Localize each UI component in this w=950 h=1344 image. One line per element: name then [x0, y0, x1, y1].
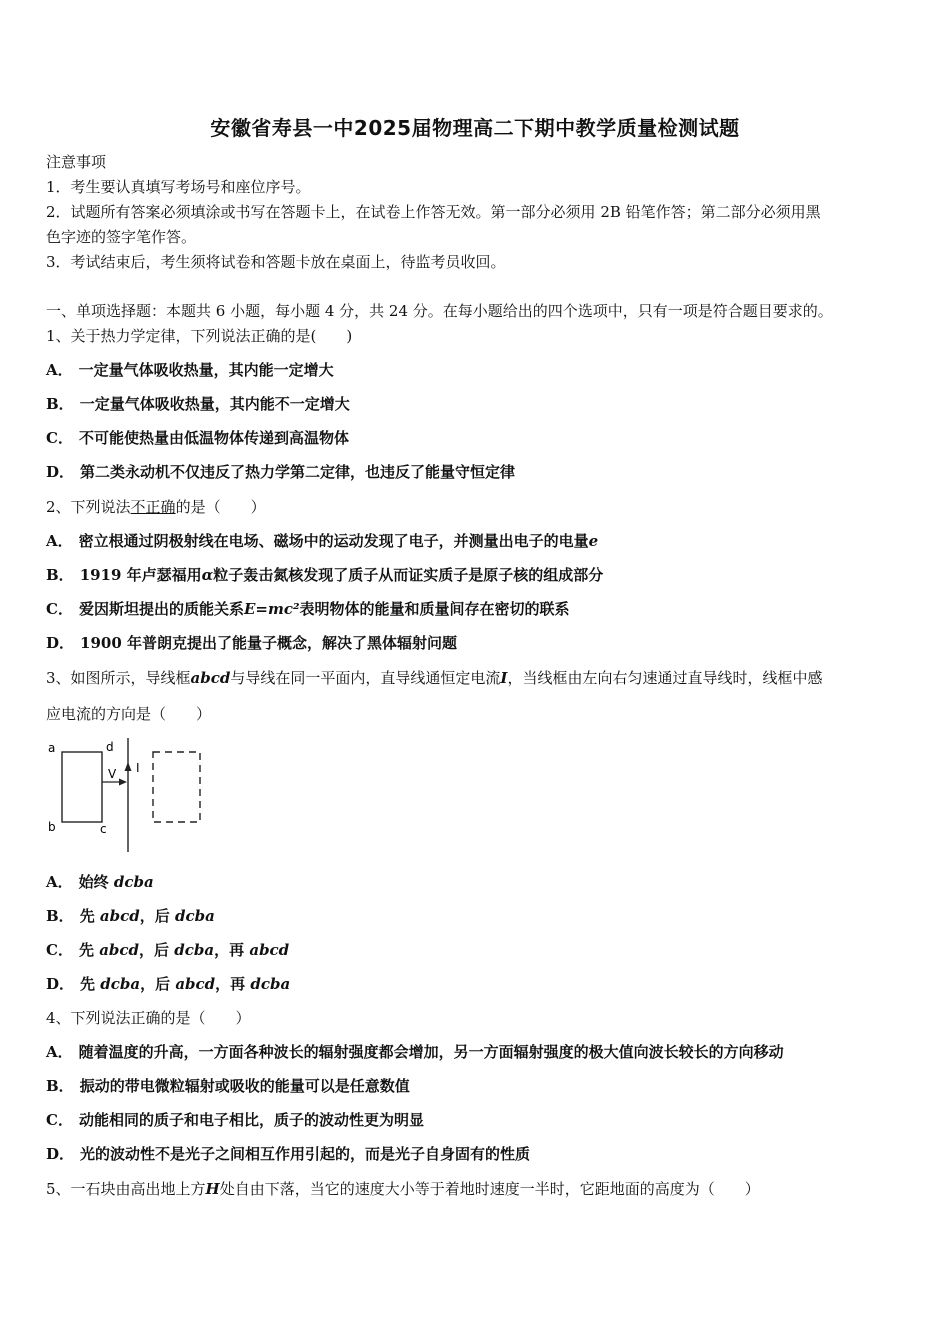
stem-text: 处自由下落，当它的速度大小等于着地时速度一半时，它距地面的高度为（ ）: [219, 1180, 760, 1198]
question-1-option-c: [46, 428, 349, 448]
variable-alpha: α: [201, 566, 214, 584]
corner-label-b: b: [48, 820, 56, 834]
option-text: 粒子轰击氮核发现了质子从而证实质子是原子核的组成部分: [213, 566, 604, 584]
option-text: ，再: [215, 975, 251, 993]
question-2-option-b: [46, 565, 603, 585]
option-text: 先: [80, 975, 101, 993]
option-label: A．: [46, 361, 73, 379]
question-2-option-d: [46, 633, 457, 653]
option-text: 动能相同的质子和电子相比，质子的波动性更为明显: [78, 1111, 424, 1129]
variable-h: H: [205, 1180, 220, 1198]
path-3: abcd: [249, 941, 290, 959]
option-label: A．: [46, 873, 73, 891]
option-label: A．: [46, 532, 73, 550]
option-label: C．: [46, 600, 73, 618]
question-1-option-b: [46, 394, 350, 414]
question-2-option-c: [46, 599, 570, 619]
option-text: 表明物体的能量和质量间存在密切的联系: [299, 600, 570, 618]
question-3-option-b: [46, 906, 215, 926]
option-text: 第二类永动机不仅违反了热力学第二定律，也违反了能量守恒定律: [80, 463, 516, 481]
section-header: 一、单项选择题：本题共 6 小题，每小题 4 分，共 24 分。在每小题给出的四个选项中，只有一项是符合题目要求的。: [46, 302, 833, 320]
option-label: C．: [46, 1111, 73, 1129]
option-text: 振动的带电微粒辐射或吸收的能量可以是任意数值: [79, 1077, 410, 1095]
option-text: 密立根通过阴极射线在电场、磁场中的运动发现了电子，并测量出电子的电量: [78, 532, 589, 550]
option-label: D．: [46, 975, 75, 993]
question-3-option-c: [46, 940, 289, 960]
stem-text: 3、如图所示，导线框: [46, 669, 191, 687]
option-text: 一定量气体吸收热量，其内能不一定增大: [79, 395, 350, 413]
solid-wire-frame: [62, 752, 102, 822]
option-text: 不可能使热量由低温物体传递到高温物体: [78, 429, 349, 447]
question-3-stem: [46, 668, 822, 688]
option-label: D．: [46, 1145, 75, 1163]
corner-label-a: a: [48, 741, 56, 755]
page-title: 安徽省寿县一中2025届物理高二下期中教学质量检测试题: [210, 116, 740, 140]
stem-text: 2、下列说法: [46, 498, 131, 516]
option-text: 一定量气体吸收热量，其内能一定增大: [78, 361, 334, 379]
notice-item-1: 1．考生要认真填写考场号和座位序号。: [46, 178, 311, 196]
question-4-option-b: [46, 1076, 410, 1096]
option-text: 先: [78, 941, 100, 959]
option-text: 始终: [78, 873, 114, 891]
option-label: B．: [46, 1077, 74, 1095]
option-label: D．: [46, 463, 75, 481]
path-2: abcd: [175, 975, 216, 993]
question-4-option-a: [46, 1042, 784, 1062]
stem-text: 的是（ ）: [175, 498, 266, 516]
option-label: C．: [46, 941, 73, 959]
current-arrow-icon: [125, 762, 132, 771]
notice-item-2: 2．试题所有答案必须填涂或书写在答题卡上，在试卷上作答无效。第一部分必须用 2B 铅笔作答；第二部分必须用黑: [46, 203, 821, 221]
stem-text: 5、一石块由高出地上方: [46, 1180, 206, 1198]
question-1-option-a: [46, 360, 334, 380]
path-1: abcd: [99, 907, 140, 925]
velocity-arrow-icon: [119, 779, 127, 786]
option-label: C．: [46, 429, 73, 447]
option-text: ，再: [214, 941, 250, 959]
velocity-label: V: [108, 767, 117, 781]
notice-heading: 注意事项: [46, 153, 107, 171]
current-i: I: [500, 669, 508, 687]
option-label: B．: [46, 395, 74, 413]
question-3-stem-cont: 应电流的方向是（ ）: [46, 705, 212, 723]
option-text: 光的波动性不是光子之间相互作用引起的，而是光子自身固有的性质: [80, 1145, 531, 1163]
stem-underlined: 不正确: [130, 498, 176, 516]
path-1: abcd: [99, 941, 140, 959]
path-2: dcba: [175, 907, 215, 925]
question-3-figure: [40, 734, 220, 856]
corner-label-c: c: [100, 822, 107, 836]
question-4-option-d: [46, 1144, 530, 1164]
question-3-option-d: [46, 974, 290, 994]
option-text: 先: [79, 907, 100, 925]
question-4-stem: 4、下列说法正确的是（ ）: [46, 1009, 251, 1027]
notice-item-2-cont: 色字迹的签字笔作答。: [46, 228, 197, 246]
option-text: 1919 年卢瑟福用: [79, 566, 202, 584]
formula-emc2: E=mc²: [243, 600, 300, 618]
question-2-stem: [46, 497, 266, 517]
option-text: ，后: [139, 907, 175, 925]
dashed-wire-frame: [153, 752, 200, 822]
question-5-stem: [46, 1179, 760, 1199]
question-2-option-a: [46, 531, 598, 551]
corner-label-d: d: [106, 740, 114, 754]
option-label: B．: [46, 566, 74, 584]
frame-abcd: abcd: [190, 669, 231, 687]
question-4-option-c: [46, 1110, 424, 1130]
option-text: ，后: [139, 941, 175, 959]
question-1-stem: 1、关于热力学定律，下列说法正确的是( ): [46, 327, 353, 345]
option-text: ，后: [140, 975, 176, 993]
path-1: dcba: [100, 975, 141, 993]
notice-item-3: 3．考试结束后，考生须将试卷和答题卡放在桌面上，待监考员收回。: [46, 253, 506, 271]
path-3: dcba: [250, 975, 291, 993]
stem-text: 与导线在同一平面内，直导线通恒定电流: [230, 669, 501, 687]
option-label: A．: [46, 1043, 73, 1061]
path-1: dcba: [113, 873, 154, 891]
option-text: 随着温度的升高，一方面各种波长的辐射强度都会增加，另一方面辐射强度的极大值向波长较长的方向移动: [78, 1043, 784, 1061]
option-text: 爱因斯坦提出的质能关系: [78, 600, 244, 618]
option-label: D．: [46, 634, 75, 652]
question-1-option-d: [46, 462, 515, 482]
variable-e: e: [588, 532, 599, 550]
question-3-option-a: [46, 872, 154, 892]
current-label: I: [136, 761, 140, 775]
option-text: 1900 年普朗克提出了能量子概念，解决了黑体辐射问题: [80, 634, 457, 652]
path-2: dcba: [174, 941, 215, 959]
option-label: B．: [46, 907, 74, 925]
stem-text: ，当线框由左向右匀速通过直导线时，线框中感: [507, 669, 823, 687]
